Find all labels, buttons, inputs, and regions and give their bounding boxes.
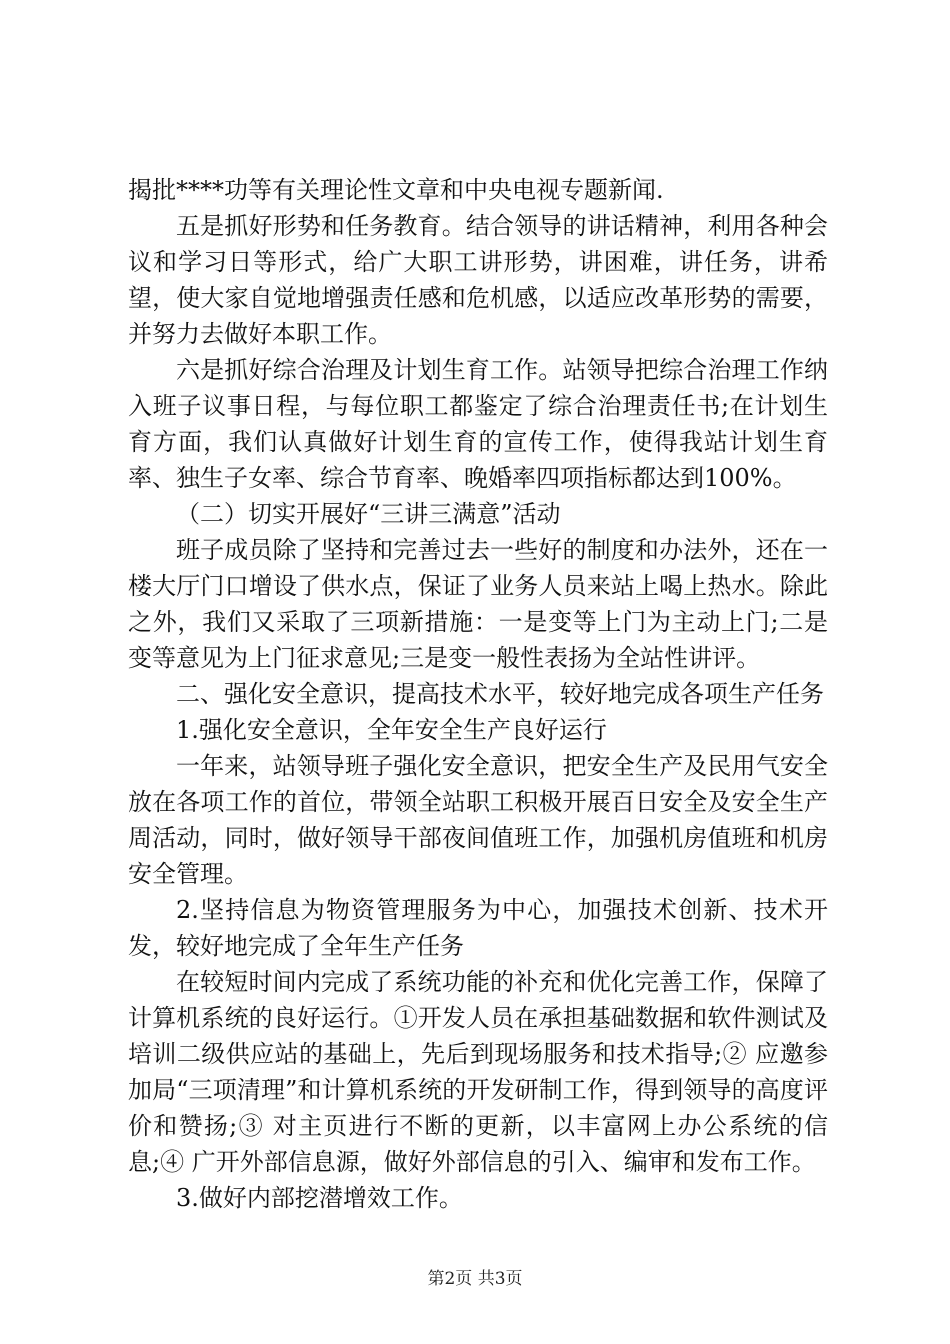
subsection-heading: 3.做好内部挖潜增效工作。 bbox=[176, 1184, 463, 1212]
paragraph: 六是抓好综合治理及计划生育工作。站领导把综合治理工作纳入班子议事日程，与每位职工都鉴定了综合治理责任书;在计划生育方面，我们认真做好计划生育的宣传工作，使得我站计划生育率、独生子女率、综合节育率、晚婚率四项指标都达到100%。 bbox=[128, 356, 828, 492]
page-footer: 第2页 共3页 bbox=[427, 1269, 523, 1289]
paragraph: 五是抓好形势和任务教育。结合领导的讲话精神，利用各种会议和学习日等形式，给广大职工讲形势，讲困难，讲任务，讲希望，使大家自觉地增强责任感和危机感，以适应改革形势的需要，并努力去做好本职工作。 bbox=[128, 212, 828, 348]
subsection-heading: 1.强化安全意识，全年安全生产良好运行 bbox=[176, 716, 607, 744]
paragraph: 在较短时间内完成了系统功能的补充和优化完善工作，保障了计算机系统的良好运行。①开发人员在承担基础数据和软件测试及培训二级供应站的基础上，先后到现场服务和技术指导;② 应邀参加局“三项清理”和计算机系统的开发研制工作，得到领导的高度评价和赞扬;③ 对主页进行不断的更新，以丰富网上办公系统的信息;④ 广开外部信息源，做好外部信息的引入、编审和发布工作。 bbox=[128, 968, 828, 1176]
section-heading: 二、强化安全意识，提高技术水平，较好地完成各项生产任务 bbox=[176, 680, 824, 708]
section-heading: （二）切实开展好“三讲三满意”活动 bbox=[176, 500, 561, 528]
paragraph: 一年来，站领导班子强化安全意识，把安全生产及民用气安全放在各项工作的首位，带领全站职工积极开展百日安全及安全生产周活动，同时，做好领导干部夜间值班工作，加强机房值班和机房安全管理。 bbox=[128, 752, 828, 888]
document-body bbox=[128, 172, 828, 1216]
subsection-heading: 2.坚持信息为物资管理服务为中心，加强技术创新、技术开发，较好地完成了全年生产任务 bbox=[128, 896, 828, 960]
paragraph: 揭批****功等有关理论性文章和中央电视专题新闻. bbox=[128, 176, 664, 204]
paragraph: 班子成员除了坚持和完善过去一些好的制度和办法外，还在一楼大厅门口增设了供水点，保证了业务人员来站上喝上热水。除此之外，我们又采取了三项新措施：一是变等上门为主动上门;二是变等意见为上门征求意见;三是变一般性表扬为全站性讲评。 bbox=[128, 536, 828, 672]
